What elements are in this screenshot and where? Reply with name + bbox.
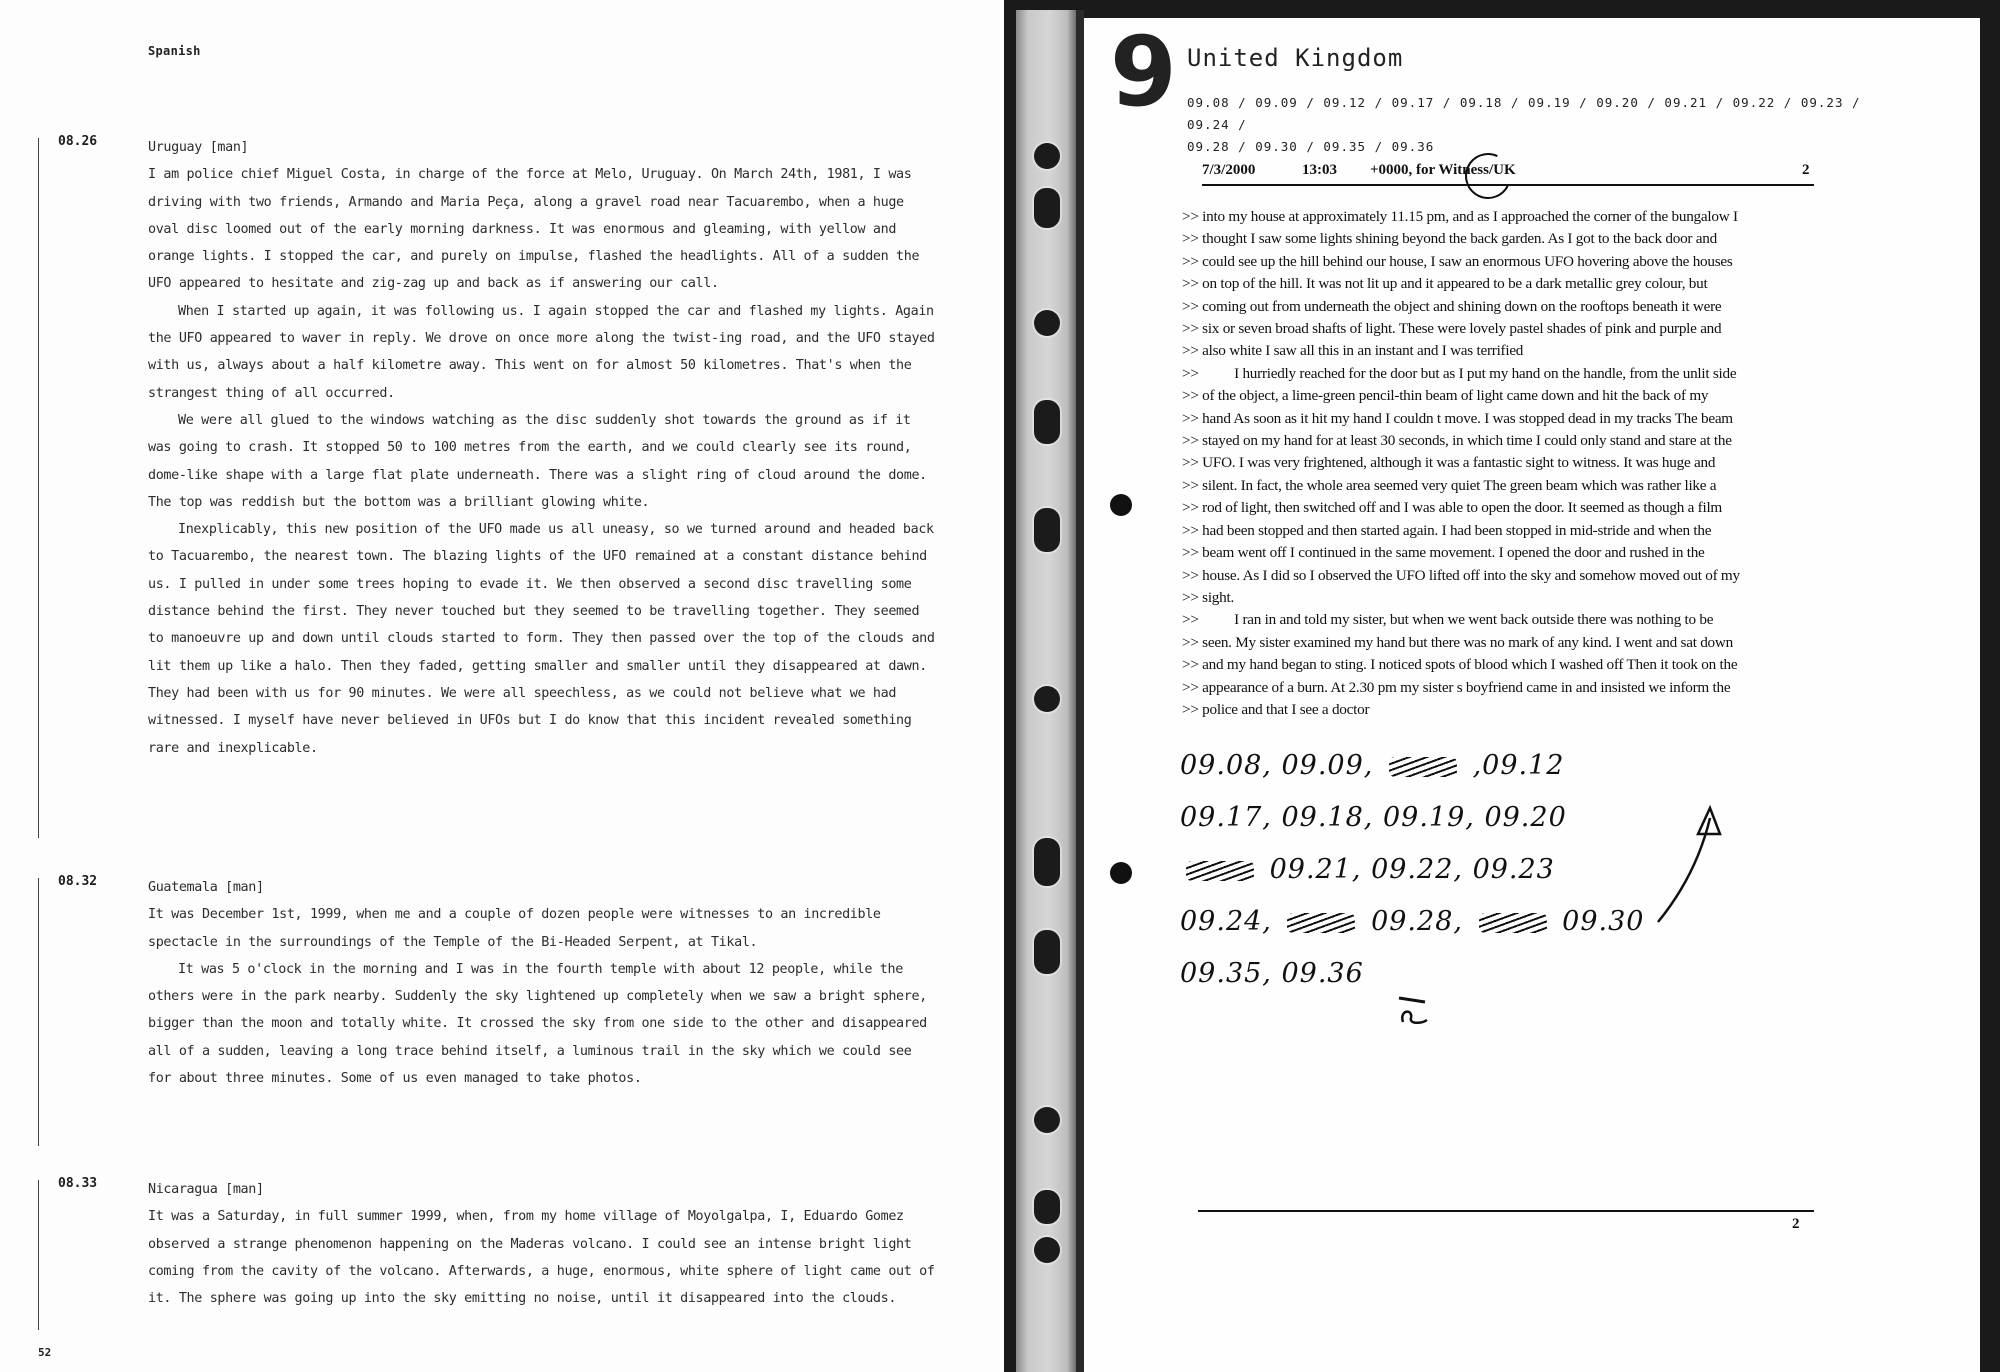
entry-paragraph: I am police chief Miguel Costa, in charge of the force at Melo, Uruguay. On March 24th, 1981, I was driving with two friends, Armando and Maria Peça, along a gravel road near Tacuarembo, when a huge oval disc loomed out of the early morning darkness. It was enormous and gleaming, with yellow and orange lights. I stopped the car, and purely on impulse, flashed the headlights. All of a sudden the UFO appeared to hesitate and zig-zag up and back as if answering our call.	[148, 167, 920, 292]
punch-hole-icon	[1110, 862, 1132, 884]
fax-line: >> sight.	[1182, 588, 1235, 606]
fax-footer-rule	[1198, 1210, 1814, 1212]
fax-line: >> thought I saw some lights shining beyond the back garden. As I got to the back door and	[1182, 230, 1717, 248]
handwritten-arrow-icon	[1650, 800, 1730, 930]
crossed-out-scribble-icon	[1479, 913, 1547, 933]
country-title: United Kingdom	[1187, 44, 1404, 72]
handwritten-row	[1180, 844, 1700, 896]
handwritten-code: 09.18,	[1281, 802, 1374, 833]
binder-hole-icon	[1034, 508, 1060, 552]
entry-paragraph: Inexplicably, this new position of the UFO made us all uneasy, so we turned around and headed back to Tacuarembo, the nearest town. The blazing lights of the UFO remained at a constant distance behind us. I pulled in under some trees hoping to evade it. We then observed a second disc travelling some distance behind the first. They never touched but they seemed to be travelling together. They seemed to manoeuvre up and down until clouds started to form. They then passed over the top of the clouds and lit them up like a halo. Then they faded, getting smaller and smaller until they disappeared at dawn. They had been with us for 90 minutes. We were all speechless, as we could not believe what we had witnessed. I myself have never believed in UFOs but I do know that this incident revealed something rare and inexplicable.	[148, 522, 935, 756]
binder-hole-icon	[1034, 838, 1060, 886]
fax-line: >> UFO. I was very frightened, although it was a fantastic sight to witness. It was huge and	[1182, 454, 1716, 472]
entry-code: 08.32	[58, 874, 98, 889]
fax-line: >> seen. My sister examined my hand but there was no mark of any kind. I went and sat down	[1182, 633, 1733, 651]
handwritten-code: ,09.12	[1472, 750, 1565, 781]
fax-line: >> on top of the hill. It was not lit up and it appeared to be a dark metallic grey colour, but	[1182, 275, 1708, 293]
binder-hole-icon	[1034, 400, 1060, 444]
fax-header-page: 2	[1802, 162, 1810, 178]
entry-title: Nicaragua [man]	[148, 1182, 264, 1197]
section-number: 9	[1110, 16, 1173, 128]
fax-line: >> I ran in and told my sister, but when we went back outside there was nothing to be	[1182, 611, 1714, 629]
entry-body	[148, 1176, 938, 1312]
handwritten-code: 09.19,	[1382, 802, 1475, 833]
punch-hole-icon	[1110, 494, 1132, 516]
fax-body	[1182, 206, 1832, 721]
entry-body	[148, 134, 938, 762]
fax-line: >> appearance of a burn. At 2.30 pm my sister s boyfriend came in and insisted we inform the	[1182, 678, 1731, 696]
fax-line: >> I hurriedly reached for the door but as I put my hand on the handle, from the unlit side	[1182, 364, 1737, 382]
entry-paragraph: It was a Saturday, in full summer 1999, when, from my home village of Moyolgalpa, I, Eduardo Gomez observed a strange phenomenon happening on the Maderas volcano. I could see an intense bright light coming from the cavity of the volcano. Afterwards, a huge, enormous, white sphere of light came out of it. The sphere was going up into the sky emitting no noise, until it disappeared into the clouds.	[148, 1209, 935, 1307]
handwritten-row	[1180, 896, 1700, 948]
binder-hole-icon	[1034, 1237, 1060, 1263]
fax-line: >> of the object, a lime-green pencil-thin beam of light came down and hit the back of my	[1182, 387, 1709, 405]
binder-hole-icon	[1034, 188, 1060, 228]
entry-title: Uruguay [man]	[148, 140, 249, 155]
handwritten-code: 09.24,	[1180, 906, 1272, 937]
handwritten-case-list	[1180, 740, 1700, 1000]
entry-paragraph: We were all glued to the windows watching as the disc suddenly shot towards the ground as if it was going to crash. It stopped 50 to 100 metres from the earth, and we could clearly see its round, dome-like shape with a large flat plate underneath. There was a slight ring of cloud around the dome. The top was reddish but the bottom was a brilliant glowing white.	[148, 412, 927, 510]
handwritten-code: 09.22,	[1371, 854, 1463, 885]
handwritten-code: 09.36	[1281, 958, 1364, 989]
handwritten-row	[1180, 740, 1700, 792]
fax-line: >> could see up the hill behind our house, I saw an enormous UFO hovering above the houses	[1182, 252, 1733, 270]
handwritten-code: 09.30	[1562, 906, 1645, 937]
handwritten-row	[1180, 948, 1700, 1000]
entry-paragraph: It was 5 o'clock in the morning and I was in the fourth temple with about 12 people, while the others were in the park nearby. Suddenly the sky lightened up completely when we saw a bright sphere, bigger than the moon and totally white. It crossed the sky from one side to the other and disappeared all of a sudden, leaving a long trace behind itself, a luminous trail in the sky which we could see for about three minutes. Some of us even managed to take photos.	[148, 961, 927, 1087]
fax-footer-page-number: 2	[1792, 1216, 1800, 1232]
case-codes-line: 09.08 / 09.09 / 09.12 / 09.17 / 09.18 / 09.19 / 09.20 / 09.21 / 09.22 / 09.23 / 09.24 /	[1187, 95, 1861, 132]
binder-hole-icon	[1034, 686, 1060, 712]
binder-hole-icon	[1034, 1107, 1060, 1133]
fax-line: >> stayed on my hand for at least 30 seconds, in which time I could only stand and stare at the	[1182, 432, 1732, 450]
handwritten-code: 09.09,	[1281, 750, 1374, 781]
entry-paragraph: It was December 1st, 1999, when me and a couple of dozen people were witnesses to an incredible spectacle in the surroundings of the Temple of the Bi-Headed Serpent, at Tikal.	[148, 907, 881, 950]
entry-code: 08.26	[58, 134, 98, 149]
fax-line: >> house. As I did so I observed the UFO lifted off into the sky and somehow moved out of my	[1182, 566, 1740, 584]
binder-hole-icon	[1034, 1190, 1060, 1224]
fax-line: >> and my hand began to sting. I noticed spots of blood which I washed off Then it took on the	[1182, 656, 1738, 674]
entry-margin-bar	[38, 1180, 39, 1330]
handwritten-code: 09.28,	[1371, 906, 1463, 937]
fax-line: >> also white I saw all this in an instant and I was terrified	[1182, 342, 1524, 360]
fax-line: >> had been stopped and then started again. I had been stopped in mid-stride and when the	[1182, 521, 1712, 539]
section-label: Spanish	[148, 44, 201, 58]
fax-time: 13:03	[1302, 162, 1337, 178]
entry-paragraph: When I started up again, it was following us. I again stopped the car and flashed my lights. Again the UFO appeared to waver in reply. We drove on once more along the twist-ing road, and the UFO stayed with us, always about a half kilometre away. This went on for almost 50 kilometres. That's when the strangest thing of all occurred.	[148, 303, 935, 401]
entry-code: 08.33	[58, 1176, 98, 1191]
case-codes	[1187, 92, 1907, 158]
page-number: 52	[38, 1346, 52, 1359]
crossed-out-scribble-icon	[1186, 861, 1254, 881]
handwritten-code: 09.20	[1484, 802, 1567, 833]
entry-margin-bar	[38, 138, 39, 838]
crossed-out-scribble-icon	[1389, 757, 1457, 777]
fax-line: >> coming out from underneath the object and shining down on the rooftops beneath it were	[1182, 297, 1722, 315]
fax-line: >> hand As soon as it hit my hand I couldn t move. I was stopped dead in my tracks The beam	[1182, 409, 1733, 427]
fax-date: 7/3/2000	[1202, 162, 1256, 178]
fax-line: >> rod of light, then switched off and I was able to open the door. It seemed as though a film	[1182, 499, 1722, 517]
handwritten-code: 09.23	[1472, 854, 1555, 885]
binder-hole-icon	[1034, 310, 1060, 336]
binder-strip-edge	[1076, 10, 1084, 1372]
binder-hole-icon	[1034, 930, 1060, 974]
handwritten-code: 09.21,	[1269, 854, 1362, 885]
fax-line: >> silent. In fact, the whole area seemed very quiet The green beam which was rather like a	[1182, 476, 1717, 494]
handwritten-code: 09.35,	[1180, 958, 1272, 989]
fax-line: >> police and that I see a doctor	[1182, 700, 1370, 718]
fax-line: >> into my house at approximately 11.15 pm, and as I approached the corner of the bungalow I	[1182, 208, 1738, 225]
crossed-out-scribble-icon	[1287, 913, 1355, 933]
handwritten-initial-icon	[1395, 990, 1435, 1030]
entry-margin-bar	[38, 878, 39, 1146]
entry-title: Guatemala [man]	[148, 880, 264, 895]
entry-body	[148, 874, 938, 1092]
handwritten-row	[1180, 792, 1700, 844]
case-codes-line: 09.28 / 09.30 / 09.35 / 09.36	[1187, 139, 1435, 154]
handwritten-code: 09.17,	[1180, 802, 1272, 833]
fax-line: >> beam went off I continued in the same movement. I opened the door and rushed in the	[1182, 544, 1705, 562]
fax-recipient: +0000, for Witness/UK	[1370, 162, 1516, 178]
fax-line: >> six or seven broad shafts of light. These were lovely pastel shades of pink and purple and	[1182, 320, 1722, 338]
handwritten-code: 09.08,	[1180, 750, 1272, 781]
binder-hole-icon	[1034, 143, 1060, 169]
